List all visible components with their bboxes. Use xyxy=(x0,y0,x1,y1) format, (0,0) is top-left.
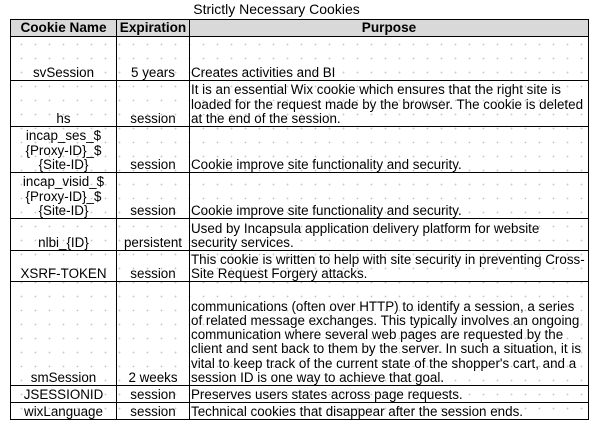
expiration-cell: 2 weeks xyxy=(117,282,190,386)
cookie-name: XSRF-TOKEN xyxy=(20,265,107,281)
expiration-cell: session xyxy=(117,81,190,127)
expiration-cell: session xyxy=(117,403,190,420)
cookie-name: {Site-ID} xyxy=(38,156,89,172)
cookie-name-cell xyxy=(11,81,117,127)
table-title: Strictly Necessary Cookies xyxy=(193,1,360,17)
purpose-cell: It is an essential Wix cookie which ensures that the right site is loaded for the request made by the browser. The cookie is deleted at the end of the session. xyxy=(190,81,589,127)
cookie-name: incap_ses_$ xyxy=(25,128,102,144)
column-header-expiration: Expiration xyxy=(117,20,190,37)
table-row xyxy=(11,403,589,420)
table-row xyxy=(11,219,589,251)
purpose-cell: Creates activities and BI xyxy=(190,37,589,81)
cookie-name-cell xyxy=(11,37,117,81)
cookie-name-cell xyxy=(11,173,117,219)
purpose-cell: Cookie improve site functionality and security. xyxy=(190,173,589,219)
table-row xyxy=(11,81,589,127)
purpose-cell: Cookie improve site functionality and security. xyxy=(190,127,589,173)
cookie-name-cell xyxy=(11,386,117,403)
table-row xyxy=(11,282,589,386)
cookies-table xyxy=(10,19,589,420)
table-row xyxy=(11,251,589,282)
table-row xyxy=(11,37,589,81)
expiration-cell: session xyxy=(117,173,190,219)
column-header-purpose: Purpose xyxy=(190,20,589,37)
cookie-name: svSession xyxy=(32,64,95,80)
cookie-name: {Proxy-ID}_$ xyxy=(25,142,102,158)
expiration-cell: 5 years xyxy=(117,37,190,81)
cookie-name-cell xyxy=(11,127,117,173)
cookie-name: nlbi_{ID} xyxy=(38,234,89,250)
cookie-name: smSession xyxy=(30,369,97,385)
column-header-cookie-name: Cookie Name xyxy=(11,20,117,37)
purpose-cell: This cookie is written to help with site security in preventing Cross-Site Request Forgery attacks. xyxy=(190,251,589,282)
expiration-cell: session xyxy=(117,251,190,282)
cookie-name: {Proxy-ID}_$ xyxy=(25,188,102,204)
header-row xyxy=(11,20,589,37)
purpose-cell: Used by Incapsula application delivery platform for website security services. xyxy=(190,219,589,251)
purpose-cell: communications (often over HTTP) to identify a session, a series of related message exchanges. This typically involves an ongoing communication where several web pages are requested by the client and sent back to them by the server. In such a situation, it is vital to keep track of the current state of the shopper's cart, and a session ID is one way to achieve that goal. xyxy=(190,282,589,386)
cookie-name-cell xyxy=(11,219,117,251)
cookie-name: JSESSIONID xyxy=(23,386,104,402)
expiration-cell: session xyxy=(117,127,190,173)
table-row xyxy=(11,127,589,173)
purpose-cell: Technical cookies that disappear after the session ends. xyxy=(190,403,589,420)
cookie-name-cell xyxy=(11,403,117,420)
expiration-cell: persistent xyxy=(117,219,190,251)
cookie-name: hs xyxy=(56,110,71,126)
table-row xyxy=(11,386,589,403)
purpose-cell: Preserves users states across page requests. xyxy=(190,386,589,403)
table-row xyxy=(11,173,589,219)
cookie-name-cell xyxy=(11,282,117,386)
cookie-name-cell xyxy=(11,251,117,282)
cookie-name: incap_visid_$ xyxy=(22,174,105,190)
cookie-name: {Site-ID} xyxy=(38,202,89,218)
expiration-cell: session xyxy=(117,386,190,403)
cookie-name: wixLanguage xyxy=(24,403,103,419)
